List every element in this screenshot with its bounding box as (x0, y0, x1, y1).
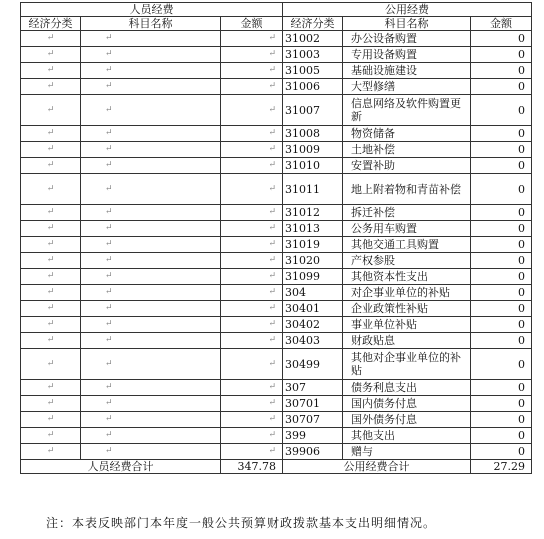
col-econ-personnel: 经济分类 (21, 17, 81, 31)
public-econ-code: 31019 (283, 237, 343, 253)
public-amount: 0 (471, 174, 532, 205)
table-row (21, 349, 532, 380)
public-econ-code: 31008 (283, 126, 343, 142)
personnel-subject-cell: ↵ (81, 47, 221, 63)
table-row (21, 396, 532, 412)
public-subject-name: 其他支出 (343, 428, 471, 444)
public-subject-name: 其他对企事业单位的补贴 (343, 349, 471, 380)
public-subject-name: 其他交通工具购置 (343, 237, 471, 253)
public-amount: 0 (471, 412, 532, 428)
personnel-amount-cell: ↵ (221, 269, 283, 285)
personnel-subject-cell: ↵ (81, 174, 221, 205)
personnel-subject-cell: ↵ (81, 285, 221, 301)
public-subject-name: 国内债务付息 (343, 396, 471, 412)
personnel-subject-cell: ↵ (81, 95, 221, 126)
column-header-row (21, 17, 532, 31)
personnel-subject-cell: ↵ (81, 412, 221, 428)
personnel-econ-cell: ↵ (21, 396, 81, 412)
personnel-econ-cell: ↵ (21, 142, 81, 158)
table-row (21, 317, 532, 333)
table-row (21, 285, 532, 301)
personnel-econ-cell: ↵ (21, 63, 81, 79)
table-row (21, 31, 532, 47)
table-row (21, 253, 532, 269)
personnel-amount-cell: ↵ (221, 174, 283, 205)
personnel-amount-cell: ↵ (221, 349, 283, 380)
public-econ-code: 31012 (283, 205, 343, 221)
table-note: 注：本表反映部门本年度一般公共预算财政拨款基本支出明细情况。 (46, 516, 437, 530)
public-amount: 0 (471, 269, 532, 285)
public-subject-name: 债务利息支出 (343, 380, 471, 396)
public-amount: 0 (471, 380, 532, 396)
personnel-subject-cell: ↵ (81, 31, 221, 47)
public-subject-name: 公务用车购置 (343, 221, 471, 237)
public-econ-code: 30499 (283, 349, 343, 380)
public-amount: 0 (471, 126, 532, 142)
col-amount-personnel: 金额 (221, 17, 283, 31)
personnel-subject-cell: ↵ (81, 333, 221, 349)
personnel-econ-cell: ↵ (21, 174, 81, 205)
personnel-amount-cell: ↵ (221, 285, 283, 301)
table-row (21, 237, 532, 253)
public-subject-name: 赠与 (343, 444, 471, 460)
public-econ-code: 39906 (283, 444, 343, 460)
public-subject-name: 财政贴息 (343, 333, 471, 349)
public-amount: 0 (471, 158, 532, 174)
personnel-amount-cell: ↵ (221, 142, 283, 158)
personnel-total-label: 人员经费合计 (21, 460, 221, 474)
expense-detail-table (20, 2, 531, 474)
public-amount: 0 (471, 444, 532, 460)
public-subject-name: 办公设备购置 (343, 31, 471, 47)
public-econ-code: 30707 (283, 412, 343, 428)
personnel-subject-cell: ↵ (81, 380, 221, 396)
personnel-amount-cell: ↵ (221, 317, 283, 333)
table-row (21, 79, 532, 95)
public-subject-name: 信息网络及软件购置更新 (343, 95, 471, 126)
col-subject-personnel: 科目名称 (81, 17, 221, 31)
personnel-amount-cell: ↵ (221, 333, 283, 349)
public-amount: 0 (471, 221, 532, 237)
table (20, 2, 532, 474)
public-amount: 0 (471, 396, 532, 412)
public-subject-name: 土地补偿 (343, 142, 471, 158)
personnel-amount-cell: ↵ (221, 47, 283, 63)
public-amount: 0 (471, 63, 532, 79)
personnel-econ-cell: ↵ (21, 47, 81, 63)
table-row (21, 47, 532, 63)
public-amount: 0 (471, 333, 532, 349)
personnel-amount-cell: ↵ (221, 221, 283, 237)
personnel-total-amount: 347.78 (221, 460, 283, 474)
public-econ-code: 31009 (283, 142, 343, 158)
group-header-row (21, 3, 532, 17)
public-econ-code: 31003 (283, 47, 343, 63)
table-row (21, 126, 532, 142)
public-subject-name: 拆迁补偿 (343, 205, 471, 221)
table-row (21, 380, 532, 396)
public-subject-name: 其他资本性支出 (343, 269, 471, 285)
personnel-amount-cell: ↵ (221, 396, 283, 412)
personnel-amount-cell: ↵ (221, 31, 283, 47)
personnel-econ-cell: ↵ (21, 317, 81, 333)
public-amount: 0 (471, 205, 532, 221)
table-row (21, 158, 532, 174)
public-econ-code: 31099 (283, 269, 343, 285)
personnel-econ-cell: ↵ (21, 301, 81, 317)
public-total-amount: 27.29 (471, 460, 532, 474)
table-row (21, 269, 532, 285)
public-subject-name: 大型修缮 (343, 79, 471, 95)
personnel-econ-cell: ↵ (21, 95, 81, 126)
public-subject-name: 企业政策性补贴 (343, 301, 471, 317)
personnel-econ-cell: ↵ (21, 158, 81, 174)
public-econ-code: 30701 (283, 396, 343, 412)
personnel-subject-cell: ↵ (81, 158, 221, 174)
personnel-amount-cell: ↵ (221, 237, 283, 253)
personnel-econ-cell: ↵ (21, 237, 81, 253)
table-row (21, 142, 532, 158)
personnel-econ-cell: ↵ (21, 380, 81, 396)
public-amount: 0 (471, 285, 532, 301)
table-row (21, 444, 532, 460)
public-subject-name: 基础设施建设 (343, 63, 471, 79)
personnel-amount-cell: ↵ (221, 412, 283, 428)
personnel-econ-cell: ↵ (21, 205, 81, 221)
personnel-subject-cell: ↵ (81, 349, 221, 380)
public-amount: 0 (471, 253, 532, 269)
personnel-subject-cell: ↵ (81, 79, 221, 95)
public-amount: 0 (471, 428, 532, 444)
public-subject-name: 产权参股 (343, 253, 471, 269)
public-econ-code: 31013 (283, 221, 343, 237)
table-row (21, 333, 532, 349)
public-amount: 0 (471, 349, 532, 380)
personnel-econ-cell: ↵ (21, 126, 81, 142)
public-econ-code: 399 (283, 428, 343, 444)
personnel-econ-cell: ↵ (21, 412, 81, 428)
public-econ-code: 30403 (283, 333, 343, 349)
personnel-header: 人员经费 (21, 3, 283, 17)
personnel-amount-cell: ↵ (221, 158, 283, 174)
table-row (21, 95, 532, 126)
public-header: 公用经费 (283, 3, 532, 17)
personnel-amount-cell: ↵ (221, 253, 283, 269)
table-row (21, 301, 532, 317)
public-amount: 0 (471, 95, 532, 126)
table-row (21, 412, 532, 428)
personnel-subject-cell: ↵ (81, 396, 221, 412)
personnel-amount-cell: ↵ (221, 79, 283, 95)
personnel-amount-cell: ↵ (221, 126, 283, 142)
public-total-label: 公用经费合计 (283, 460, 471, 474)
col-amount-public: 金额 (471, 17, 532, 31)
col-subject-public: 科目名称 (343, 17, 471, 31)
personnel-subject-cell: ↵ (81, 205, 221, 221)
personnel-subject-cell: ↵ (81, 253, 221, 269)
personnel-econ-cell: ↵ (21, 31, 81, 47)
public-subject-name: 物资储备 (343, 126, 471, 142)
table-row (21, 428, 532, 444)
personnel-amount-cell: ↵ (221, 444, 283, 460)
public-econ-code: 30402 (283, 317, 343, 333)
public-econ-code: 31010 (283, 158, 343, 174)
public-amount: 0 (471, 237, 532, 253)
col-econ-public: 经济分类 (283, 17, 343, 31)
personnel-econ-cell: ↵ (21, 349, 81, 380)
public-econ-code: 31005 (283, 63, 343, 79)
public-econ-code: 307 (283, 380, 343, 396)
public-amount: 0 (471, 47, 532, 63)
personnel-subject-cell: ↵ (81, 428, 221, 444)
public-econ-code: 31002 (283, 31, 343, 47)
personnel-amount-cell: ↵ (221, 380, 283, 396)
personnel-amount-cell: ↵ (221, 95, 283, 126)
personnel-econ-cell: ↵ (21, 221, 81, 237)
public-subject-name: 国外债务付息 (343, 412, 471, 428)
public-econ-code: 304 (283, 285, 343, 301)
personnel-subject-cell: ↵ (81, 221, 221, 237)
personnel-econ-cell: ↵ (21, 253, 81, 269)
public-econ-code: 31006 (283, 79, 343, 95)
personnel-subject-cell: ↵ (81, 142, 221, 158)
public-econ-code: 31020 (283, 253, 343, 269)
table-body (21, 31, 532, 460)
table-row (21, 63, 532, 79)
public-subject-name: 专用设备购置 (343, 47, 471, 63)
public-amount: 0 (471, 142, 532, 158)
personnel-econ-cell: ↵ (21, 428, 81, 444)
public-amount: 0 (471, 31, 532, 47)
personnel-subject-cell: ↵ (81, 317, 221, 333)
personnel-amount-cell: ↵ (221, 205, 283, 221)
public-amount: 0 (471, 301, 532, 317)
personnel-subject-cell: ↵ (81, 269, 221, 285)
table-row (21, 174, 532, 205)
public-amount: 0 (471, 317, 532, 333)
public-amount: 0 (471, 79, 532, 95)
public-subject-name: 对企事业单位的补贴 (343, 285, 471, 301)
public-subject-name: 事业单位补贴 (343, 317, 471, 333)
public-econ-code: 31007 (283, 95, 343, 126)
personnel-econ-cell: ↵ (21, 333, 81, 349)
public-subject-name: 安置补助 (343, 158, 471, 174)
personnel-amount-cell: ↵ (221, 428, 283, 444)
personnel-amount-cell: ↵ (221, 301, 283, 317)
totals-row (21, 460, 532, 474)
personnel-econ-cell: ↵ (21, 269, 81, 285)
personnel-subject-cell: ↵ (81, 126, 221, 142)
personnel-subject-cell: ↵ (81, 63, 221, 79)
personnel-econ-cell: ↵ (21, 444, 81, 460)
personnel-subject-cell: ↵ (81, 237, 221, 253)
table-row (21, 221, 532, 237)
public-subject-name: 地上附着物和青苗补偿 (343, 174, 471, 205)
public-econ-code: 30401 (283, 301, 343, 317)
table-row (21, 205, 532, 221)
personnel-subject-cell: ↵ (81, 301, 221, 317)
personnel-econ-cell: ↵ (21, 79, 81, 95)
public-econ-code: 31011 (283, 174, 343, 205)
personnel-econ-cell: ↵ (21, 285, 81, 301)
personnel-subject-cell: ↵ (81, 444, 221, 460)
personnel-amount-cell: ↵ (221, 63, 283, 79)
